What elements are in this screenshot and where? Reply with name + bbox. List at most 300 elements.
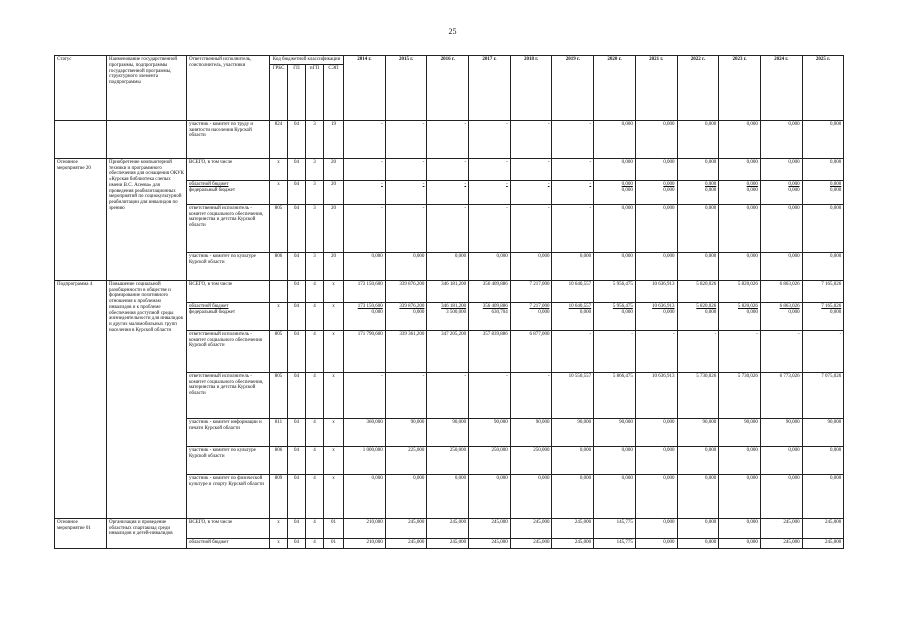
value-cell: 0,000	[663, 309, 675, 315]
header-year: 2016 г.	[427, 56, 469, 121]
value-cell: 90,000	[510, 418, 552, 446]
header-year: 2014 г.	[344, 56, 386, 121]
header-year: 2023 г.	[719, 56, 761, 121]
value-cell: -	[547, 181, 550, 187]
value-cell: 0,000	[677, 446, 719, 474]
value-cell: 210,000	[344, 538, 386, 548]
value-cell: -	[344, 372, 386, 418]
value-cell: 7 217,000	[529, 303, 550, 309]
value-cell: 0,000	[830, 309, 842, 315]
value-cell: 1 000,000	[344, 446, 386, 474]
value-cell: -	[385, 120, 427, 158]
status-cell	[55, 120, 107, 158]
header-name: Наименование государственной программы, подпрограммы государственной программы, структурного элемента подпрограммы	[107, 56, 187, 121]
code-cell	[270, 280, 288, 302]
value-cell: -	[552, 120, 594, 158]
executor-cell: ответственный исполнитель - комитет социального обеспечения, материнства и детства Курской области	[187, 372, 270, 418]
executor-label: федеральный бюджет	[189, 187, 236, 193]
name-cell	[107, 120, 187, 158]
value-cell-pair	[427, 302, 469, 330]
value-cell: 0,000	[635, 252, 677, 280]
value-cell: 356 409,886	[469, 280, 511, 302]
value-cell: 0,000	[594, 120, 636, 158]
name-cell: Приобретение компьютерной техники и программного обеспечения для оснащения ОКУК «Курская библиотека слепых имени В.С. Асеева» для проведения реабилитационных мероприятий по социокультурной реабилитации для инвалидов по зрению	[107, 158, 187, 280]
value-cell: 90,000	[552, 418, 594, 446]
value-cell: -	[344, 204, 386, 252]
value-cell: 0,000	[788, 309, 800, 315]
value-cell-pair	[635, 302, 677, 330]
code-cell: х	[324, 446, 344, 474]
code-cell: 4	[306, 330, 324, 372]
value-cell: 0,000	[760, 204, 802, 252]
value-cell-pair	[719, 180, 761, 204]
name-cell: Организация и проведение областных спартакиад среди инвалидов и детей-инвалидов	[107, 518, 187, 548]
value-cell-pair	[344, 302, 386, 330]
value-cell-pair	[635, 180, 677, 204]
code-cell: 04	[288, 538, 306, 548]
header-year: 2018 г.	[510, 56, 552, 121]
value-cell: 0,000	[635, 446, 677, 474]
code-cell: 04	[288, 446, 306, 474]
value-cell: -	[677, 330, 719, 372]
value-cell: -	[464, 181, 467, 187]
value-cell: -	[385, 372, 427, 418]
value-cell: -	[469, 120, 511, 158]
value-cell: 90,000	[677, 418, 719, 446]
value-cell: 245,000	[427, 518, 469, 538]
value-cell-pair	[802, 302, 844, 330]
code-cell: 4	[306, 372, 324, 418]
value-cell: 0,000	[635, 518, 677, 538]
code-cell: 4	[306, 538, 324, 548]
value-cell: 6 877,000	[510, 330, 552, 372]
code-cell: 811	[270, 418, 288, 446]
code-cell: 01	[324, 518, 344, 538]
value-cell: 0,000	[385, 474, 427, 518]
value-cell: 0,000	[704, 181, 717, 187]
value-cell: 339 876,200	[399, 303, 425, 309]
value-cell-pair	[469, 302, 511, 330]
value-cell-pair	[719, 302, 761, 330]
value-cell: 225,000	[385, 446, 427, 474]
value-cell-pair	[552, 180, 594, 204]
executor-cell	[187, 180, 270, 204]
value-cell: 245,000	[469, 518, 511, 538]
code-cell: 3	[306, 252, 324, 280]
value-cell: 5 820,026	[696, 303, 717, 309]
value-cell: 0,000	[621, 181, 633, 187]
executor-cell: ВСЕГО, в том числе	[187, 280, 270, 302]
code-cell: 4	[306, 518, 324, 538]
value-cell: 0,000	[788, 187, 800, 193]
value-cell: 210,000	[344, 518, 386, 538]
value-cell: 356 409,886	[482, 303, 508, 309]
value-cell: 0,000	[385, 252, 427, 280]
value-cell-pair	[594, 302, 636, 330]
value-cell: 0,000	[719, 252, 761, 280]
value-cell: 0,000	[594, 204, 636, 252]
value-cell: 0,000	[704, 187, 717, 193]
code-cell: 3	[306, 120, 324, 158]
value-cell: 0,000	[677, 158, 719, 180]
value-cell-pair	[385, 180, 427, 204]
code-cell: 04	[288, 372, 306, 418]
header-code: ГРБС	[270, 64, 288, 120]
budget-table	[54, 55, 844, 549]
executor-cell: ответственный исполнитель - комитет социального обеспечения Курской области	[187, 330, 270, 372]
value-cell: 5 820,026	[677, 280, 719, 302]
value-cell-pair	[760, 180, 802, 204]
value-cell: 0,000	[677, 474, 719, 518]
code-cell: 04	[288, 280, 306, 302]
value-cell: 10 636,913	[635, 280, 677, 302]
value-cell: 0,000	[594, 474, 636, 518]
executor-cell: участник - комитет по труду и занятости населения Курской области	[187, 120, 270, 158]
value-cell: 339 361,200	[385, 330, 427, 372]
code-cell: 805	[270, 330, 288, 372]
table-row	[55, 120, 844, 158]
value-cell-pair	[552, 302, 594, 330]
code-cell: х	[270, 158, 288, 180]
code-cell: 04	[288, 204, 306, 252]
value-cell-pair	[427, 180, 469, 204]
value-cell: -	[427, 120, 469, 158]
value-cell: -	[589, 181, 592, 187]
value-cell: 0,000	[635, 204, 677, 252]
code-cell: 20	[324, 204, 344, 252]
executor-cell: участник - комитет по культуре Курской области	[187, 252, 270, 280]
value-cell: -	[506, 181, 508, 187]
value-cell: 0,000	[552, 474, 594, 518]
value-cell: 0,000	[538, 309, 550, 315]
value-cell: -	[427, 158, 469, 180]
value-cell: 90,000	[594, 418, 636, 446]
value-cell: 171 790,600	[344, 330, 386, 372]
value-cell: 0,000	[510, 474, 552, 518]
code-cell: х	[270, 302, 288, 330]
code-cell: 3	[306, 180, 324, 204]
value-cell: -	[344, 120, 386, 158]
value-cell: 0,000	[635, 158, 677, 180]
value-cell: 0,000	[719, 204, 761, 252]
value-cell: 245,000	[469, 538, 511, 548]
code-cell: 805	[270, 204, 288, 252]
code-cell: 19	[324, 120, 344, 158]
executor-cell: участник - комитет по культуре Курской области	[187, 446, 270, 474]
code-cell: х	[324, 330, 344, 372]
value-cell: 90,000	[385, 418, 427, 446]
code-cell: 04	[288, 180, 306, 204]
value-cell: 0,000	[677, 252, 719, 280]
value-cell: 0,000	[719, 158, 761, 180]
code-cell: 805	[270, 372, 288, 418]
value-cell: 0,000	[469, 474, 511, 518]
value-cell: 0,000	[552, 446, 594, 474]
code-cell: 4	[306, 418, 324, 446]
value-cell: 0,000	[830, 187, 842, 193]
value-cell: 0,000	[427, 474, 469, 518]
value-cell: 357 839,886	[469, 330, 511, 372]
value-cell: 0,000	[663, 187, 675, 193]
value-cell: 0,000	[802, 120, 844, 158]
value-cell: 245,000	[510, 538, 552, 548]
value-cell: 7 075,026	[802, 372, 844, 418]
code-cell: 806	[270, 446, 288, 474]
code-cell: х	[324, 302, 344, 330]
value-cell: 5 956,475	[612, 303, 633, 309]
value-cell: 7 217,000	[510, 280, 552, 302]
code-cell: 01	[324, 538, 344, 548]
executor-label: федеральный бюджет	[189, 309, 236, 315]
value-cell: 250,000	[427, 446, 469, 474]
code-cell: 04	[288, 330, 306, 372]
value-cell: 0,000	[802, 158, 844, 180]
value-cell-pair	[469, 180, 511, 204]
value-cell: 0,000	[371, 309, 383, 315]
value-cell-pair	[510, 302, 552, 330]
value-cell: -	[469, 372, 511, 418]
header-code: ГП	[288, 64, 306, 120]
executor-cell: ВСЕГО, в том числе	[187, 518, 270, 538]
value-cell: 0,000	[677, 538, 719, 548]
value-cell: 0,000	[677, 518, 719, 538]
value-cell: 10 636,913	[635, 372, 677, 418]
header-status: Статус	[55, 56, 107, 121]
value-cell: 0,000	[719, 474, 761, 518]
code-cell: 20	[324, 252, 344, 280]
code-cell: 04	[288, 302, 306, 330]
value-cell: 90,000	[427, 418, 469, 446]
code-cell: 4	[306, 302, 324, 330]
value-cell: -	[552, 330, 594, 372]
value-cell: 360,000	[344, 418, 386, 446]
header-code-group: Код бюджетной классификации	[270, 56, 344, 65]
value-cell: -	[422, 181, 425, 187]
value-cell-pair	[344, 180, 386, 204]
status-cell: Подпрограмма 4	[55, 280, 107, 518]
header-year: 2017 г.	[469, 56, 511, 121]
value-cell: 0,000	[719, 120, 761, 158]
value-cell: 250,000	[510, 446, 552, 474]
code-cell: 3	[306, 158, 324, 180]
value-cell: -	[719, 330, 761, 372]
value-cell: -	[427, 204, 469, 252]
value-cell: -	[510, 158, 552, 180]
table-row	[55, 280, 844, 302]
header-year: 2015 г.	[385, 56, 427, 121]
code-cell: х	[270, 538, 288, 548]
value-cell-pair	[677, 180, 719, 204]
value-cell: -	[552, 204, 594, 252]
value-cell: -	[594, 330, 636, 372]
value-cell: -	[427, 372, 469, 418]
code-cell: 4	[306, 446, 324, 474]
value-cell: 5 956,475	[594, 280, 636, 302]
value-cell: 0,000	[594, 158, 636, 180]
value-cell: 0,000	[760, 120, 802, 158]
value-cell: 346 181,200	[427, 280, 469, 302]
header-year: 2019 г.	[552, 56, 594, 121]
value-cell: 0,000	[413, 309, 425, 315]
code-cell: х	[270, 180, 288, 204]
value-cell: 0,000	[788, 181, 800, 187]
value-cell: -	[385, 158, 427, 180]
executor-cell: ВСЕГО, в том числе	[187, 158, 270, 180]
code-cell: 824	[270, 120, 288, 158]
value-cell: 0,000	[469, 252, 511, 280]
code-cell: х	[324, 280, 344, 302]
value-cell: 0,000	[830, 181, 842, 187]
value-cell: 0,000	[552, 252, 594, 280]
value-cell: 0,000	[802, 204, 844, 252]
code-cell: х	[324, 418, 344, 446]
value-cell: 250,000	[469, 446, 511, 474]
header-code: СЭП	[324, 64, 344, 120]
value-cell: 245,000	[385, 518, 427, 538]
value-cell: 0,000	[677, 120, 719, 158]
value-cell: 10 636,913	[652, 303, 675, 309]
value-cell: 6 773,026	[760, 372, 802, 418]
value-cell: 346 181,200	[441, 303, 467, 309]
value-cell: 0,000	[594, 446, 636, 474]
value-cell: 245,000	[552, 518, 594, 538]
value-cell: 245,000	[760, 538, 802, 548]
value-cell: 245,000	[802, 518, 844, 538]
value-cell: 245,000	[427, 538, 469, 548]
value-cell: 90,000	[469, 418, 511, 446]
value-cell: 0,000	[760, 474, 802, 518]
value-cell: 245,000	[552, 538, 594, 548]
value-cell: 7 165,026	[821, 303, 842, 309]
value-cell: -	[385, 204, 427, 252]
value-cell: 0,000	[802, 446, 844, 474]
code-cell: 04	[288, 158, 306, 180]
value-cell: 173 150,600	[344, 280, 386, 302]
value-cell: -	[381, 181, 383, 187]
value-cell: 3 500,000	[446, 309, 467, 315]
value-cell: 10 550,557	[552, 372, 594, 418]
value-cell: 5 820,026	[737, 303, 758, 309]
value-cell: 0,000	[510, 252, 552, 280]
value-cell: 245,000	[802, 538, 844, 548]
executor-cell: ответственный исполнитель - комитет социального обеспечения, материнства и детства Курской области	[187, 204, 270, 252]
value-cell: 10 640,557	[552, 280, 594, 302]
value-cell: -	[760, 330, 802, 372]
value-cell: 10 640,557	[568, 303, 592, 309]
value-cell: 0,000	[802, 474, 844, 518]
value-cell-pair	[594, 180, 636, 204]
value-cell: 245,000	[510, 518, 552, 538]
value-cell: 5 820,026	[719, 280, 761, 302]
value-cell: 90,000	[719, 418, 761, 446]
value-cell: 245,000	[760, 518, 802, 538]
value-cell: 173 150,600	[357, 303, 383, 309]
value-cell: 5 730,026	[719, 372, 761, 418]
header-row-1	[55, 56, 844, 65]
code-cell: 04	[288, 518, 306, 538]
value-cell: 0,000	[760, 252, 802, 280]
value-cell: 145,775	[594, 538, 636, 548]
value-cell: 6 863,026	[760, 280, 802, 302]
value-cell: 0,000	[704, 309, 717, 315]
value-cell: 0,000	[719, 538, 761, 548]
status-cell: Основное мероприятие 01	[55, 518, 107, 548]
value-cell-pair	[510, 180, 552, 204]
value-cell: -	[552, 158, 594, 180]
value-cell: 0,000	[677, 204, 719, 252]
value-cell: 0,000	[760, 158, 802, 180]
code-cell: 809	[270, 474, 288, 518]
value-cell-pair	[677, 302, 719, 330]
value-cell: 0,000	[344, 252, 386, 280]
table-row	[55, 518, 844, 538]
code-cell: 04	[288, 252, 306, 280]
executor-label: областной бюджет	[189, 181, 229, 187]
value-cell: 5 730,026	[677, 372, 719, 418]
executor-cell: участник - комитет информации и печати Курской области	[187, 418, 270, 446]
value-cell: 0,000	[344, 474, 386, 518]
header-year: 2022 г.	[677, 56, 719, 121]
code-cell: х	[324, 372, 344, 418]
code-cell: 04	[288, 418, 306, 446]
value-cell: 0,000	[719, 518, 761, 538]
code-cell: 3	[306, 204, 324, 252]
header-year: 2024 г.	[760, 56, 802, 121]
value-cell: 630,704	[491, 309, 508, 315]
value-cell: 0,000	[746, 181, 758, 187]
value-cell: 347 205,200	[427, 330, 469, 372]
value-cell-pair	[760, 302, 802, 330]
value-cell: 6 863,026	[779, 303, 800, 309]
value-cell: -	[635, 330, 677, 372]
code-cell: 20	[324, 158, 344, 180]
value-cell: 0,000	[663, 181, 675, 187]
value-cell: -	[510, 120, 552, 158]
value-cell: 0,000	[760, 446, 802, 474]
code-cell: 20	[324, 180, 344, 204]
value-cell: 7 165,026	[802, 280, 844, 302]
code-cell: х	[324, 474, 344, 518]
executor-cell: участник - комитет по физической культуре и спорту Курской области	[187, 474, 270, 518]
value-cell: 0,000	[635, 474, 677, 518]
value-cell: 245,000	[385, 538, 427, 548]
code-cell: 04	[288, 120, 306, 158]
table-row	[55, 158, 844, 180]
value-cell: -	[469, 204, 511, 252]
status-cell: Основное мероприятие 20	[55, 158, 107, 280]
value-cell: 0,000	[746, 187, 758, 193]
value-cell: -	[344, 158, 386, 180]
value-cell: 0,000	[719, 446, 761, 474]
page-number: 25	[448, 27, 457, 36]
value-cell: 0,000	[635, 418, 677, 446]
value-cell: 5 866,475	[594, 372, 636, 418]
code-cell: 4	[306, 474, 324, 518]
name-cell: Повышение социальной разобщенности в обществе и формирование позитивного отношения к проблемам инвалидов и к проблеме обеспечения доступной среды жизнедеятельности для инвалидов и других маломобильных групп населения в Курской области	[107, 280, 187, 518]
code-cell: х	[270, 518, 288, 538]
value-cell: 90,000	[760, 418, 802, 446]
value-cell: -	[510, 204, 552, 252]
value-cell-pair	[385, 302, 427, 330]
executor-cell	[187, 302, 270, 330]
header-executor: Ответственный исполнитель, соисполнитель, участники	[187, 56, 270, 121]
value-cell: 0,000	[635, 538, 677, 548]
header-code: пГП	[306, 64, 324, 120]
header-year: 2021 г.	[635, 56, 677, 121]
value-cell: 339 876,200	[385, 280, 427, 302]
executor-cell: областной бюджет	[187, 538, 270, 548]
value-cell: 0,000	[621, 309, 633, 315]
